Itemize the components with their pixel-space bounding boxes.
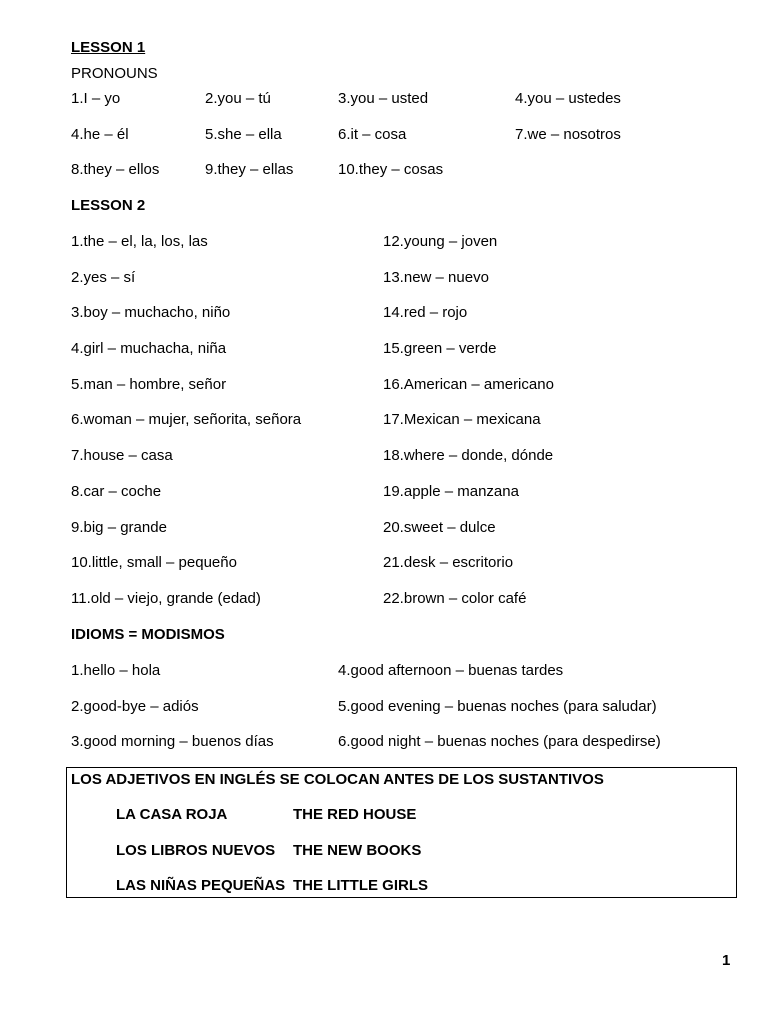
pronoun-entry: 7.we – nosotros bbox=[515, 126, 621, 143]
pronoun-entry: 4.you – ustedes bbox=[515, 90, 621, 107]
vocab-entry: 5.man – hombre, señor bbox=[71, 376, 227, 393]
vocab-entry: 11.old – viejo, grande (edad) bbox=[71, 590, 261, 607]
pronoun-entry: 8.they – ellos bbox=[71, 161, 160, 178]
vocab-entry: 22.brown – color café bbox=[383, 590, 527, 607]
vocab-entry: 14.red – rojo bbox=[383, 304, 468, 321]
page-number: 1 bbox=[722, 952, 731, 969]
example-spanish: LA CASA ROJA bbox=[116, 806, 228, 823]
vocab-entry: 17.Mexican – mexicana bbox=[383, 411, 541, 428]
example-spanish: LAS NIÑAS PEQUEÑAS bbox=[116, 877, 286, 894]
lesson2-title: LESSON 2 bbox=[71, 197, 146, 214]
pronoun-entry: 10.they – cosas bbox=[338, 161, 444, 178]
lesson1-title: LESSON 1 bbox=[71, 39, 146, 56]
idiom-entry: 1.hello – hola bbox=[71, 662, 161, 679]
vocab-entry: 19.apple – manzana bbox=[383, 483, 519, 500]
pronoun-entry: 3.you – usted bbox=[338, 90, 429, 107]
idiom-entry: 2.good-bye – adiós bbox=[71, 698, 199, 715]
idioms-title: IDIOMS = MODISMOS bbox=[71, 626, 225, 643]
note-heading: LOS ADJETIVOS EN INGLÉS SE COLOCAN ANTES DE LOS SUSTANTIVOS bbox=[71, 771, 604, 788]
vocab-entry: 18.where – donde, dónde bbox=[383, 447, 554, 464]
example-english: THE NEW BOOKS bbox=[293, 842, 422, 859]
idiom-entry: 4.good afternoon – buenas tardes bbox=[338, 662, 564, 679]
example-english: THE RED HOUSE bbox=[293, 806, 417, 823]
pronoun-entry: 6.it – cosa bbox=[338, 126, 407, 143]
vocab-entry: 8.car – coche bbox=[71, 483, 162, 500]
vocab-entry: 15.green – verde bbox=[383, 340, 497, 357]
pronoun-entry: 2.you – tú bbox=[205, 90, 271, 107]
vocab-entry: 6.woman – mujer, señorita, señora bbox=[71, 411, 302, 428]
example-spanish: LOS LIBROS NUEVOS bbox=[116, 842, 276, 859]
vocab-entry: 9.big – grande bbox=[71, 519, 167, 536]
pronoun-entry: 5.she – ella bbox=[205, 126, 282, 143]
vocab-entry: 7.house – casa bbox=[71, 447, 173, 464]
vocab-entry: 1.the – el, la, los, las bbox=[71, 233, 208, 250]
vocab-entry: 13.new – nuevo bbox=[383, 269, 489, 286]
vocab-entry: 16.American – americano bbox=[383, 376, 554, 393]
example-english: THE LITTLE GIRLS bbox=[293, 877, 428, 894]
pronoun-entry: 4.he – él bbox=[71, 126, 129, 143]
vocab-entry: 2.yes – sí bbox=[71, 269, 136, 286]
vocab-entry: 10.little, small – pequeño bbox=[71, 554, 237, 571]
vocab-entry: 12.young – joven bbox=[383, 233, 498, 250]
vocab-entry: 4.girl – muchacha, niña bbox=[71, 340, 227, 357]
idiom-entry: 3.good morning – buenos días bbox=[71, 733, 274, 750]
pronoun-entry: 1.I – yo bbox=[71, 90, 121, 107]
pronoun-entry: 9.they – ellas bbox=[205, 161, 294, 178]
lesson1-subtitle: PRONOUNS bbox=[71, 65, 158, 82]
vocab-entry: 3.boy – muchacho, niño bbox=[71, 304, 231, 321]
vocab-entry: 20.sweet – dulce bbox=[383, 519, 496, 536]
idiom-entry: 5.good evening – buenas noches (para saludar) bbox=[338, 698, 657, 715]
vocab-entry: 21.desk – escritorio bbox=[383, 554, 514, 571]
idiom-entry: 6.good night – buenas noches (para despedirse) bbox=[338, 733, 661, 750]
